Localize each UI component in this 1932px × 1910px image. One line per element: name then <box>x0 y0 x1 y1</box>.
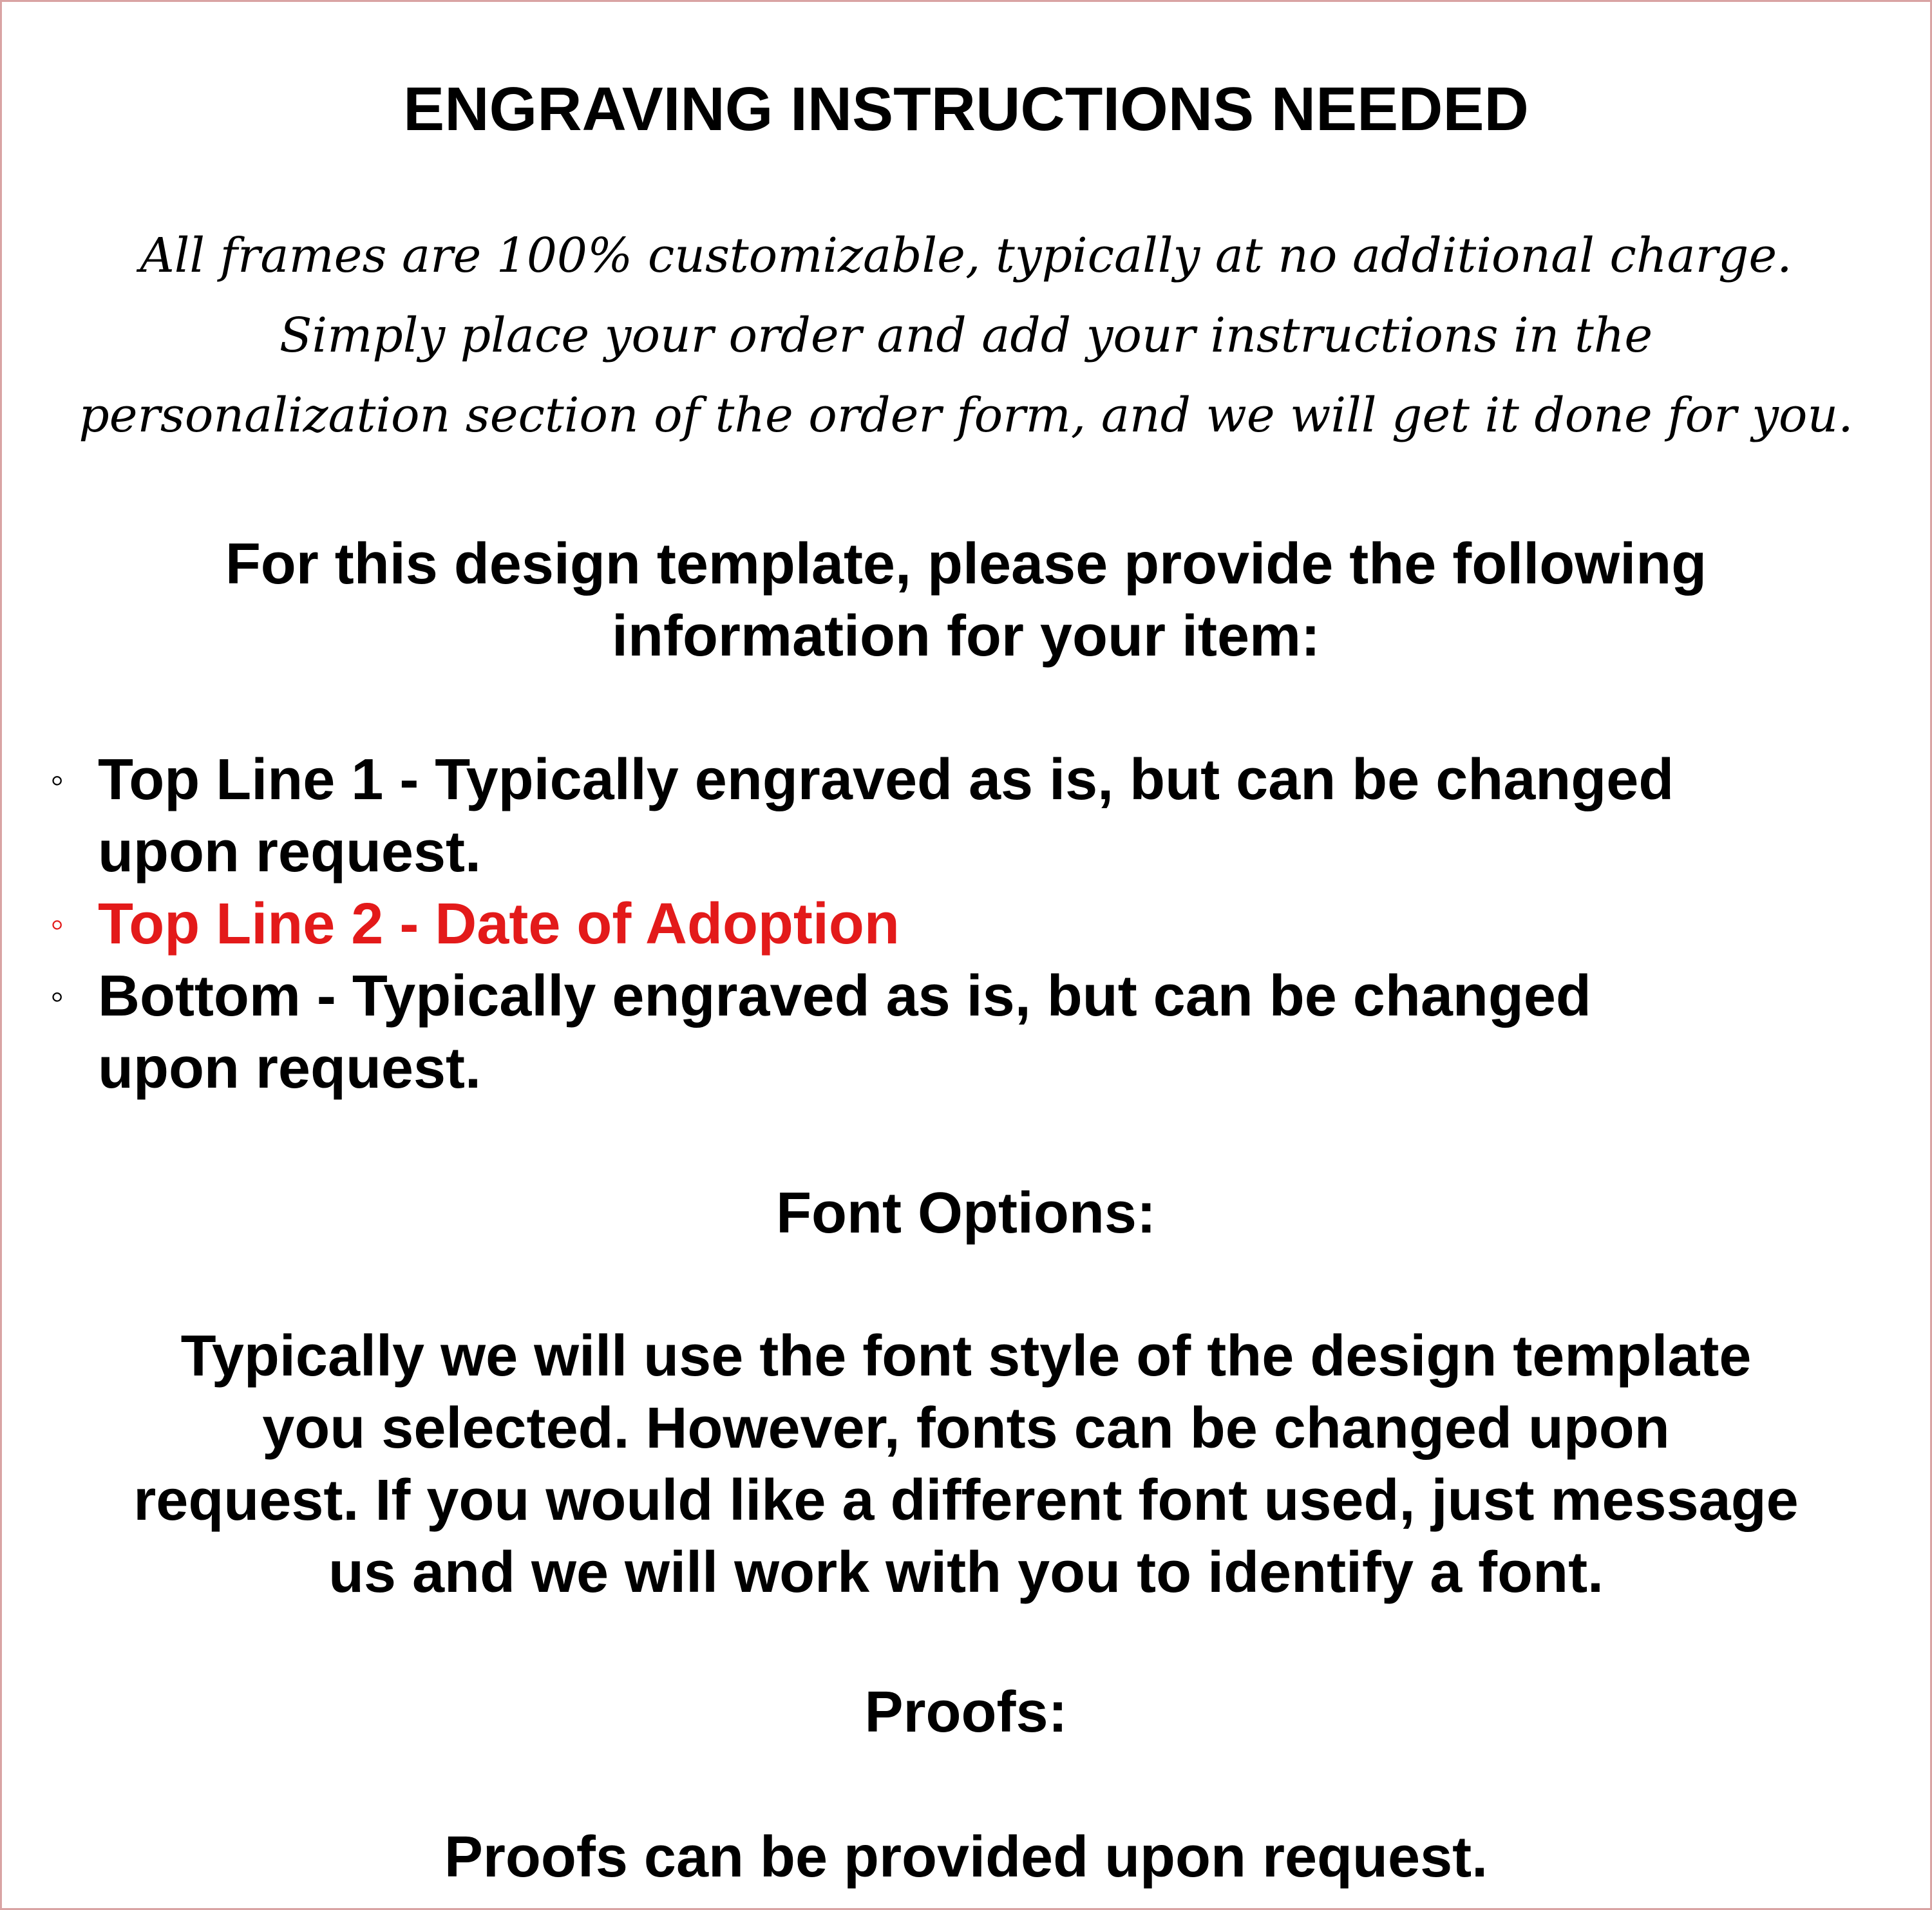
proofs-text: Proofs can be provided upon request. <box>444 1825 1488 1889</box>
font-options-line: Typically we will use the font style of the design template <box>180 1324 1752 1388</box>
list-item-line: Bottom - Typically engraved as is, but can be changed <box>98 964 1591 1028</box>
list-item-line: upon request. <box>98 820 482 884</box>
font-options-line: you selected. However, fonts can be changed upon <box>262 1396 1670 1461</box>
font-options-heading: Font Options: <box>776 1181 1156 1245</box>
engraving-fields-list <box>0 744 1932 1104</box>
customization-note <box>0 216 1932 455</box>
proofs-heading: Proofs: <box>864 1680 1068 1745</box>
list-item-line: upon request. <box>98 1036 482 1101</box>
list-item-line: Top Line 2 - Date of Adoption <box>98 892 900 956</box>
customization-note-line: All frames are 100% customizable, typically at no additional charge. <box>140 228 1792 283</box>
bullet-circle-icon: ◦ <box>50 974 64 1017</box>
list-item-highlighted <box>0 888 1932 960</box>
font-options-text <box>0 1320 1932 1609</box>
bullet-circle-icon: ◦ <box>50 902 64 945</box>
list-item-line: Top Line 1 - Typically engraved as is, but can be changed <box>98 748 1674 812</box>
customization-note-line: Simply place your order and add your instructions in the <box>279 308 1653 363</box>
font-options-line: us and we will work with you to identify a font. <box>328 1540 1604 1605</box>
list-item <box>0 744 1932 888</box>
info-request <box>0 528 1932 672</box>
font-options-line: request. If you would like a different font used, just message <box>133 1468 1799 1533</box>
bullet-circle-icon: ◦ <box>50 758 64 801</box>
page-title: ENGRAVING INSTRUCTIONS NEEDED <box>403 75 1529 144</box>
customization-note-line: personalization section of the order form, and we will get it done for you. <box>79 388 1853 443</box>
info-request-line: For this design template, please provide the following <box>225 532 1707 596</box>
info-request-line: information for your item: <box>612 604 1320 668</box>
list-item <box>0 960 1932 1104</box>
